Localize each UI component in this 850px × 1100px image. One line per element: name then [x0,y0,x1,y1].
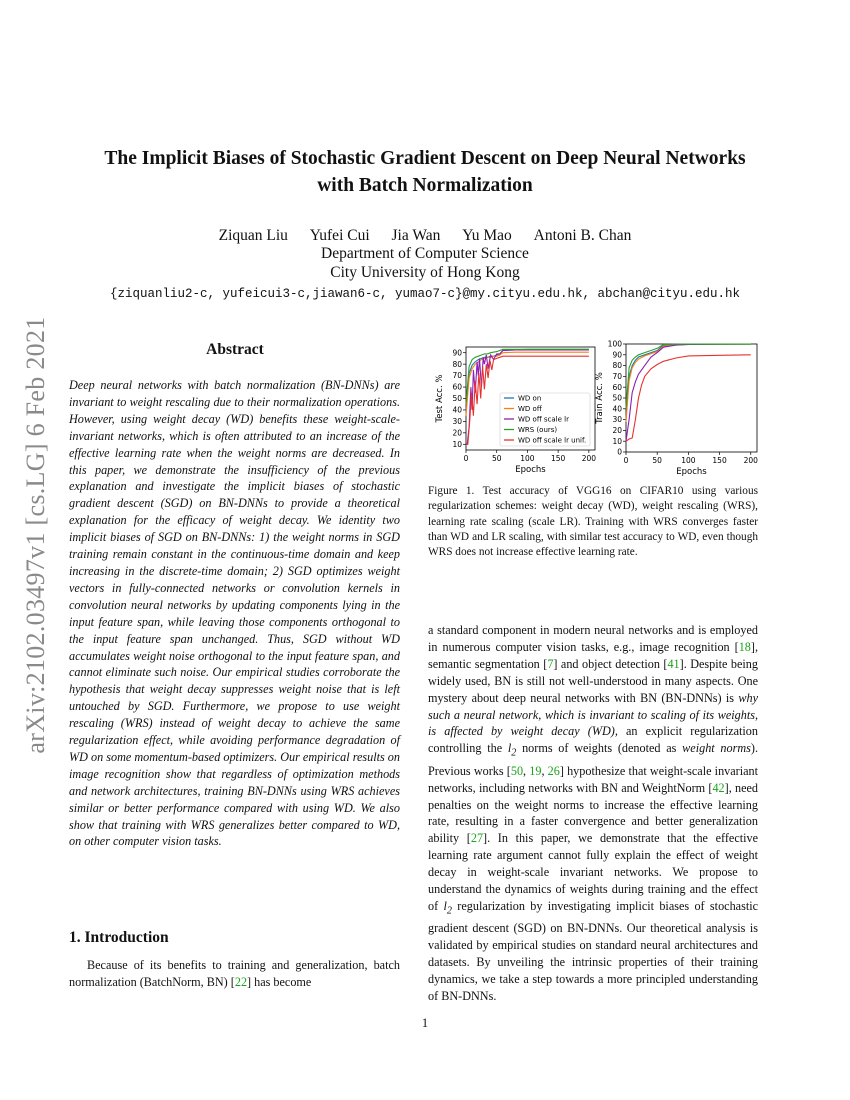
plot-frame [626,344,757,452]
x-tick-label: 100 [681,456,696,465]
citation-link[interactable]: 42 [712,780,725,795]
arxiv-sidebar [10,300,62,770]
legend-label: WRS (ours) [518,426,558,435]
author-emails: {ziquanliu2-c, yufeicui3-c,jiawan6-c, yumao7-c}@my.cityu.edu.hk, abchan@cityu.edu.hk [109,287,741,301]
author-list [70,226,780,245]
figure-1 [425,332,765,477]
math-l2: $l_2$ [507,741,517,759]
citation-link[interactable]: 19 [529,763,542,778]
page-number: 1 [421,1016,429,1030]
intro-paragraph-left: Because of its benefits to training and generalization, batch normalization (BatchNorm, BN) [22] has become [69,958,400,989]
author: Yu Mao [462,227,512,244]
y-tick-label: 50 [612,393,622,403]
y-tick-label: 20 [452,428,462,438]
y-tick-label: 10 [612,436,622,446]
x-axis-label: Epochs [676,467,707,477]
paper-title [70,145,780,199]
y-axis-label: Train Acc. % [595,372,605,424]
y-tick-label: 30 [452,416,462,426]
author: Yufei Cui [309,227,370,244]
x-tick-label: 150 [550,454,566,463]
legend-label: WD off scale lr unif. [518,436,587,445]
figure-caption: Figure 1. Test accuracy of VGG16 on CIFAR10 using various regularization schemes: weight decay (WD), weight rescaling (WRS), learning rate scaling (scale LR). Training with WRS converges faster than WD and LR scaling, with similar test accuracy to WD, even though WRS does not increase effective learning rate. [428,485,758,559]
math-l2: $l_2$ [443,898,452,917]
arxiv-identifier: arXiv:2102.03497v1 [cs.LG] 6 Feb 2021 [21,316,50,754]
x-tick-label: 150 [712,456,727,465]
legend-label: WD on [518,394,542,403]
x-tick-label: 50 [491,454,502,463]
y-tick-label: 20 [612,426,622,435]
y-tick-label: 50 [452,394,462,404]
introduction-heading: 1. Introduction [69,929,169,946]
y-tick-label: 30 [612,415,622,425]
citation-link[interactable]: 41 [667,656,680,671]
legend-label: WD off scale lr [518,415,569,424]
affiliation-university: City University of Hong Kong [330,264,520,281]
citation-link[interactable]: 50 [510,763,524,778]
x-tick-label: 0 [463,454,469,463]
title-line-2: with Batch Normalization [317,175,533,196]
abstract-heading: Abstract [206,341,264,358]
x-tick-label: 0 [623,456,629,465]
y-tick-label: 40 [452,405,462,415]
y-tick-label: 90 [452,348,462,358]
y-tick-label: 60 [612,382,622,392]
citation-link[interactable]: 26 [547,763,560,778]
y-tick-label: 40 [612,404,622,414]
test-accuracy-chart [435,347,596,475]
title-line-1: The Implicit Biases of Stochastic Gradient Descent on Deep Neural Networks [104,148,746,169]
intro-paragraph-right: a standard component in modern neural networks and is employed in numerous computer vision tasks, e.g., image recognition [18], semantic segmentation [7] and object detection [41]. Despite being widely used, BN is still not well-understood in many aspects. One mystery about deep neural networks with BN (BN-DNNs) is why such a neural network, which is invariant to scaling of its weights, is affected by weight decay (WD), an explicit regularization controlling the $l_2$ norms of weights (denoted as weight norms). Previous works [50, 19, 26] hypothesize that weight-scale invariant networks, including networks with BN and WeightNorm [42], need penalties on the weight norms to increase the effective learning rate, resulting in a faster convergence and better generalization ability [27]. In this paper, we demonstrate that the effective learning rate argument cannot fully explain the effect of weight decay in weight-scale invariant networks. We propose to understand the dynamics of weights during training and the effect of $l_2$ regularization by investigating implicit biases of stochastic gradient descent (SGD) on BN-DNNs. Our theoretical analysis is validated by empirical studies on standard neural architectures and datasets. By unveiling the intrinsic properties of their training dynamics, we take a step towards a more principled understanding of BN-DNNs. [428,623,759,1003]
legend-label: WD off [518,405,542,414]
x-tick-label: 50 [652,456,662,465]
citation-link[interactable]: 22 [234,974,248,989]
y-tick-label: 80 [612,361,622,371]
y-tick-label: 60 [452,382,462,392]
x-tick-label: 200 [743,456,758,465]
y-axis-label: Test Acc. % [435,374,445,423]
citation-link[interactable]: 7 [547,656,554,671]
citation-link[interactable]: 18 [738,639,751,654]
author: Jia Wan [391,227,441,244]
y-tick-label: 90 [612,350,622,360]
author: Ziquan Liu [218,227,288,244]
citation-link[interactable]: 27 [470,831,484,846]
y-tick-label: 70 [452,371,462,381]
y-tick-label: 70 [612,372,622,381]
author: Antoni B. Chan [533,227,632,244]
x-axis-label: Epochs [515,465,546,475]
train-accuracy-chart [595,340,758,477]
y-tick-label: 0 [617,447,622,457]
x-tick-label: 200 [581,454,597,463]
y-tick-label: 100 [607,339,622,349]
abstract-text: Deep neural networks with batch normalization (BN-DNNs) are invariant to weight rescaling due to their normalization operations. However, using weight decay (WD) benefits these weight-scale-invariant networks, which is often attributed to an increase of the effective learning rate when the weight norms are decreased. In this paper, we demonstrate the insufficiency of the previous explanation and investigate the implicit biases of stochastic gradient descent (SGD) on BN-DNNs to provide a theoretical explanation for the efficacy of weight decay. We identity two implicit biases of SGD on BN-DNNs: 1) the weight norms in SGD training remain constant in the continuous-time domain and keep increasing in the discrete-time domain; 2) SGD optimizes weight vectors in fully-connected networks or convolution kernels in convolution neural networks by updating components lying in the input feature span, while leaving those components orthogonal to the input feature span unchanged. Thus, SGD without WD accumulates weight noise orthogonal to the input feature span, and cannot eliminate such noise. Our empirical studies corroborate the hypothesis that weight decay suppresses weight noise that is left untouched by SGD. Furthermore, we propose to use weight rescaling (WRS) instead of weight decay to achieve the same regularization effect, while avoiding performance degradation of WD on some momentum-based optimizers. Our empirical results on image recognition show that regardless of optimization methods and network architectures, training BN-DNNs using WRS achieves similar or better performance compared with using WD. We also show that training with WRS generalizes better compared to WD, on other computer vision tasks. [69,378,400,849]
x-tick-label: 100 [520,454,535,463]
affiliation-department: Department of Computer Science [321,245,529,262]
y-tick-label: 80 [452,359,462,369]
y-tick-label: 10 [452,439,462,449]
